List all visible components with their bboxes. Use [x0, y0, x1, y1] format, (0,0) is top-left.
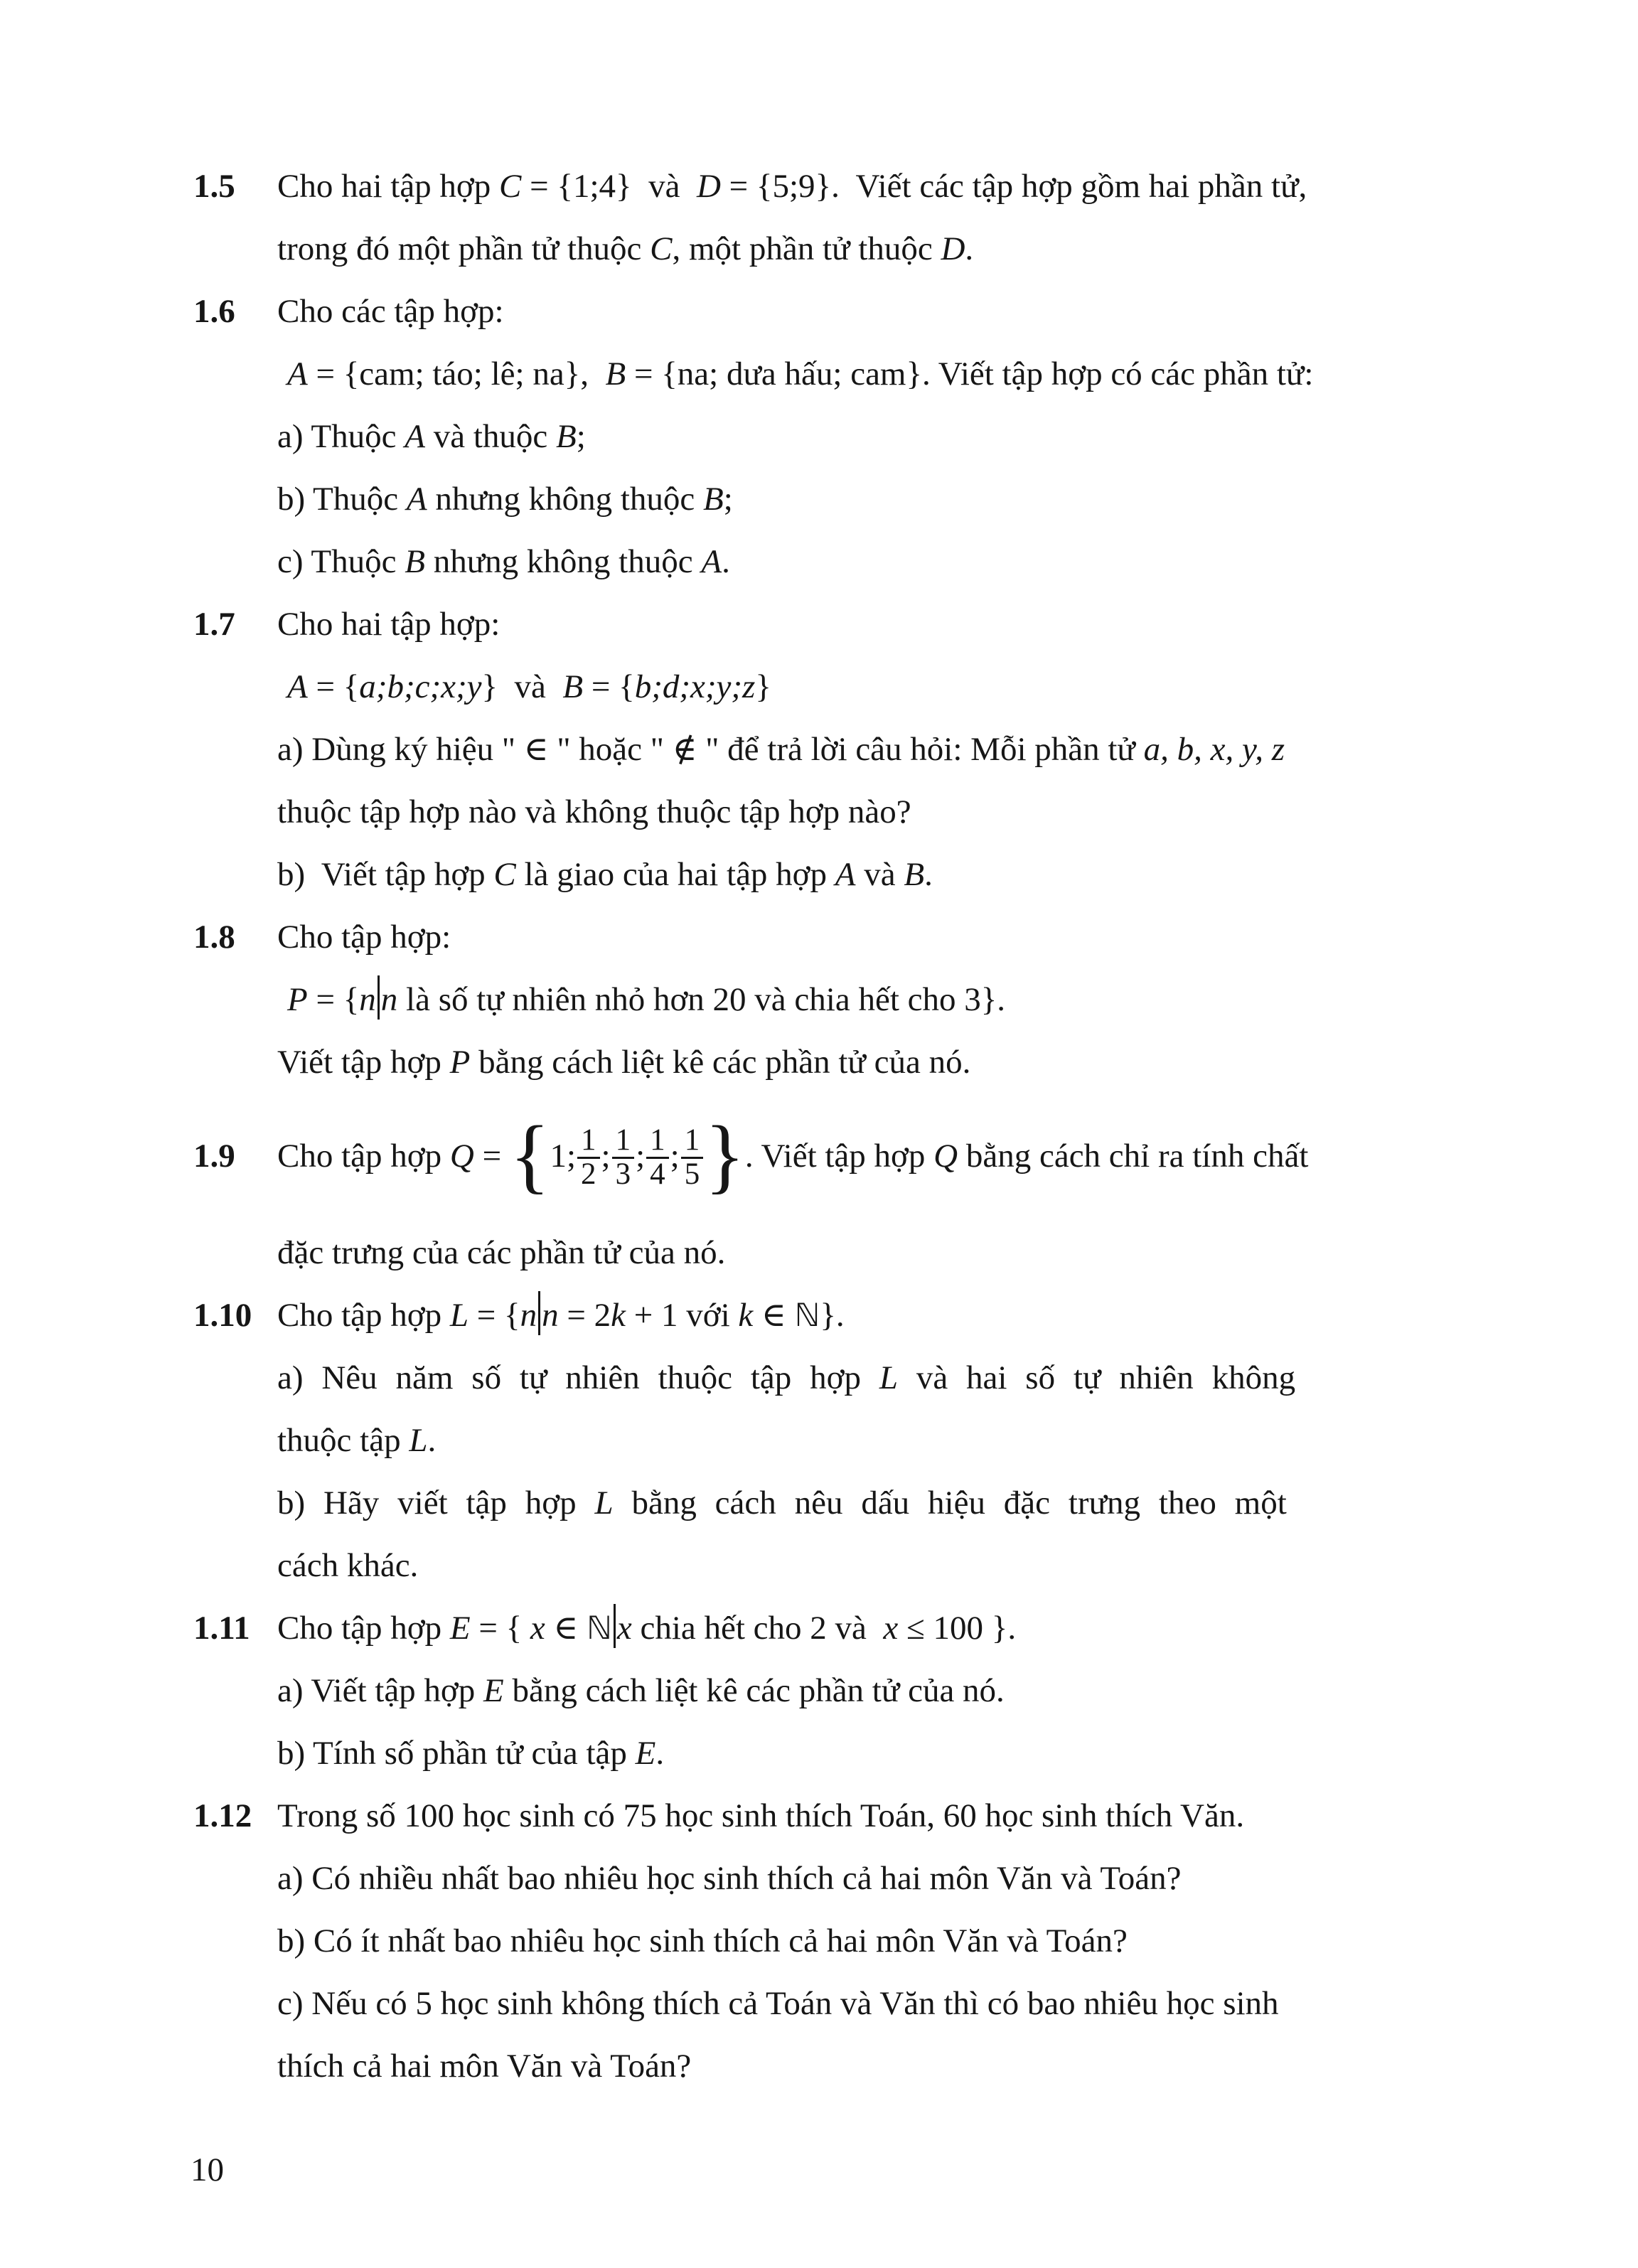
- text-run: thuộc tập hợp nào và không thuộc tập hợp nào?: [277, 793, 911, 830]
- text-run: = {: [307, 981, 360, 1018]
- math-variable: a;b;c;x;y: [359, 668, 482, 705]
- math-variable: k: [738, 1297, 754, 1334]
- fraction: [612, 1125, 635, 1190]
- text-line: [277, 1722, 1480, 1785]
- math-variable: E: [635, 1735, 656, 1772]
- text-run: ∈: [753, 1297, 795, 1334]
- text-run: .: [965, 230, 974, 267]
- text-run: = {: [583, 668, 635, 705]
- math-variable: n: [542, 1297, 559, 1334]
- math-variable: E: [483, 1672, 504, 1710]
- exercise-item: [193, 1284, 1480, 1597]
- text-run: b) Thuộc: [277, 481, 407, 518]
- text-run: , một phần tử thuộc: [672, 230, 941, 267]
- math-variable: x: [530, 1610, 545, 1647]
- math-variable: L: [879, 1359, 898, 1397]
- text-line: [277, 843, 1480, 906]
- fraction-denominator: 2: [577, 1157, 600, 1191]
- math-variable: L: [409, 1422, 428, 1460]
- math-variable: x: [616, 1610, 632, 1647]
- text-line: [277, 1409, 1480, 1472]
- exercise-body: [277, 280, 1480, 593]
- text-run: c) Thuộc: [277, 543, 405, 580]
- math-variable: C: [493, 856, 516, 893]
- text-line: [277, 218, 1480, 280]
- math-variable: P: [449, 1044, 471, 1081]
- text-run: .: [722, 543, 730, 580]
- text-line: [277, 1347, 1480, 1409]
- text-line: [277, 280, 1480, 343]
- exercise-number: 1.6: [193, 293, 235, 330]
- exercise-number: 1.9: [193, 1138, 235, 1175]
- math-variable: L: [449, 1297, 469, 1334]
- math-variable: B: [405, 543, 425, 580]
- math-variable: B: [703, 481, 724, 518]
- text-run: Cho hai tập hợp:: [277, 606, 500, 643]
- exercise-body: [277, 155, 1480, 280]
- text-run: = {: [469, 1297, 520, 1334]
- text-run: nhưng không thuộc: [424, 543, 702, 580]
- text-run: và thuộc: [424, 418, 556, 455]
- text-run: = {na; dưa hấu; cam}. Viết tập hợp có các phần tử:: [626, 355, 1314, 392]
- text-run: Trong số 100 học sinh có 75 học sinh thích Toán, 60 học sinh thích Văn.: [277, 1797, 1245, 1835]
- exercise-item: [193, 155, 1480, 280]
- math-variable: B: [904, 856, 925, 893]
- text-line: [277, 405, 1480, 468]
- text-run: đặc trưng của các phần tử của nó.: [277, 1234, 726, 1272]
- page-number: 10: [191, 2151, 224, 2188]
- text-run: 1;: [550, 1138, 577, 1175]
- text-run: = {1;4} và: [521, 168, 697, 205]
- fraction: [681, 1125, 704, 1190]
- text-run: bằng cách liệt kê các phần tử của nó.: [470, 1044, 971, 1081]
- math-variable: A: [406, 481, 427, 518]
- text-run: b) Hãy viết tập hợp: [277, 1485, 595, 1522]
- exercise-number: 1.10: [193, 1297, 252, 1334]
- math-variable: P: [287, 981, 308, 1018]
- exercise-body: [277, 1284, 1480, 1597]
- fraction-denominator: 5: [681, 1157, 704, 1191]
- text-line: [277, 1910, 1480, 1972]
- text-line: [277, 718, 1480, 781]
- text-run: cách khác.: [277, 1547, 419, 1585]
- text-run: chia hết cho 2 và: [631, 1610, 884, 1647]
- text-run: a) Nêu năm số tự nhiên thuộc tập hợp: [277, 1359, 879, 1397]
- text-run: ;: [723, 481, 733, 518]
- text-run: ∈: [545, 1610, 587, 1647]
- math-variable: b;d;x;y;z: [634, 668, 756, 705]
- text-run: thích cả hai môn Văn và Toán?: [277, 2048, 692, 2085]
- text-line: [277, 1597, 1480, 1659]
- math-variable: Q: [933, 1138, 958, 1175]
- text-run: . Viết tập hợp: [744, 1138, 934, 1175]
- text-run: bằng cách chỉ ra tính chất: [958, 1138, 1309, 1175]
- math-variable: C: [650, 230, 673, 267]
- exercise-item: [193, 593, 1480, 906]
- text-run: bằng cách liệt kê các phần tử của nó.: [503, 1672, 1005, 1710]
- text-run: + 1 với: [625, 1297, 739, 1334]
- text-line: [277, 1031, 1480, 1093]
- text-run: Cho tập hợp: [277, 1138, 450, 1175]
- fraction: [646, 1125, 669, 1190]
- math-variable: x: [883, 1610, 899, 1647]
- text-line: [277, 1847, 1480, 1910]
- text-run: } và: [481, 668, 563, 705]
- exercise-body: [277, 906, 1480, 1093]
- math-variable: A: [405, 418, 425, 455]
- math-variable: D: [696, 168, 721, 205]
- text-run: = {5;9}. Viết các tập hợp gồm hai phần tử,: [720, 168, 1307, 205]
- text-run: là giao của hai tập hợp: [515, 856, 835, 893]
- fraction: [577, 1125, 600, 1190]
- exercise-item: [193, 1093, 1480, 1284]
- math-variable: L: [594, 1485, 614, 1522]
- text-run: =: [473, 1138, 510, 1175]
- text-run: ;: [670, 1138, 680, 1175]
- text-run: .: [655, 1735, 665, 1772]
- fraction-numerator: 1: [581, 1123, 596, 1157]
- text-run: a) Có nhiều nhất bao nhiêu học sinh thích cả hai môn Văn và Toán?: [277, 1860, 1182, 1898]
- set-builder-bar: [538, 1291, 540, 1335]
- text-run: ;: [601, 1138, 611, 1175]
- math-variable: Q: [449, 1138, 474, 1175]
- text-line: [277, 1659, 1480, 1722]
- text-line: [277, 1534, 1480, 1597]
- math-variable: A: [287, 355, 308, 392]
- natural-numbers-symbol: ℕ: [794, 1297, 820, 1334]
- fraction-denominator: 4: [646, 1157, 669, 1191]
- math-variable: A: [287, 668, 308, 705]
- exercise-body: [277, 593, 1480, 906]
- natural-numbers-symbol: ℕ: [587, 1610, 612, 1647]
- text-run: = {: [470, 1610, 530, 1647]
- text-run: và hai số tự nhiên không: [897, 1359, 1296, 1397]
- text-run: }.: [820, 1297, 845, 1334]
- text-run: = {cam; táo; lê; na},: [307, 355, 606, 392]
- big-brace: }: [705, 1108, 745, 1202]
- text-line: [277, 530, 1480, 593]
- math-variable: B: [605, 355, 626, 392]
- exercise-body: [277, 1597, 1480, 1785]
- set-builder-bar: [614, 1604, 616, 1648]
- text-run: b) Viết tập hợp: [277, 856, 494, 893]
- text-run: = 2: [558, 1297, 611, 1334]
- text-run: b) Tính số phần tử của tập: [277, 1735, 636, 1772]
- text-line: [277, 593, 1480, 656]
- text-run: Cho tập hợp:: [277, 919, 451, 956]
- text-run: là số tự nhiên nhỏ hơn 20 và chia hết cho 3}.: [397, 981, 1006, 1018]
- text-run: Viết tập hợp: [277, 1044, 450, 1081]
- exercise-number: 1.5: [193, 168, 235, 205]
- text-run: ;: [576, 418, 586, 455]
- text-line: [277, 1221, 1480, 1284]
- math-variable: A: [701, 543, 722, 580]
- exercise-number: 1.11: [193, 1610, 250, 1647]
- text-run: trong đó một phần tử thuộc: [277, 230, 651, 267]
- text-line: [277, 1093, 1480, 1221]
- text-run: a) Viết tập hợp: [277, 1672, 484, 1710]
- fraction-numerator: 1: [650, 1123, 665, 1157]
- text-run: b) Có ít nhất bao nhiêu học sinh thích cả hai môn Văn và Toán?: [277, 1922, 1128, 1960]
- exercise-body: [277, 1785, 1480, 2097]
- text-line: [277, 2035, 1480, 2097]
- exercise-number: 1.12: [193, 1797, 252, 1835]
- math-variable: D: [941, 230, 965, 267]
- text-line: [277, 1284, 1480, 1347]
- set-builder-bar: [378, 975, 380, 1020]
- exercise-item: [193, 280, 1480, 593]
- text-run: a) Dùng ký hiệu " ∈ " hoặc " ∉ " để trả lời câu hỏi: Mỗi phần tử: [277, 731, 1144, 768]
- text-run: Cho tập hợp: [277, 1610, 450, 1647]
- text-run: và: [855, 856, 904, 893]
- text-run: a) Thuộc: [277, 418, 405, 455]
- exercise-number: 1.8: [193, 919, 235, 956]
- text-run: .: [427, 1422, 437, 1460]
- exercise-item: [193, 1785, 1480, 2097]
- math-variable: B: [555, 418, 577, 455]
- math-variable: C: [499, 168, 522, 205]
- text-run: }: [755, 668, 771, 705]
- text-line: [277, 781, 1480, 843]
- text-line: [277, 468, 1480, 530]
- math-variable: B: [562, 668, 584, 705]
- fraction-numerator: 1: [615, 1123, 631, 1157]
- text-run: Cho tập hợp: [277, 1297, 450, 1334]
- text-line: [277, 1472, 1480, 1534]
- text-run: ≤ 100 }.: [898, 1610, 1017, 1647]
- exercise-item: [193, 906, 1480, 1093]
- text-run: = {: [307, 668, 360, 705]
- text-line: [277, 656, 1480, 718]
- math-variable: E: [449, 1610, 471, 1647]
- text-line: [277, 1785, 1480, 1847]
- text-line: [277, 968, 1480, 1031]
- math-variable: a, b, x, y, z: [1143, 731, 1285, 768]
- big-brace: {: [509, 1108, 550, 1202]
- exercise-number: 1.7: [193, 606, 235, 643]
- math-variable: n: [520, 1297, 537, 1334]
- text-line: [277, 343, 1480, 405]
- math-variable: n: [359, 981, 376, 1018]
- fraction-denominator: 3: [612, 1157, 635, 1191]
- text-run: Cho hai tập hợp: [277, 168, 500, 205]
- text-run: bằng cách nêu dấu hiệu đặc trưng theo một: [613, 1485, 1287, 1522]
- text-run: Cho các tập hợp:: [277, 293, 504, 330]
- text-run: c) Nếu có 5 học sinh không thích cả Toán và Văn thì có bao nhiêu học sinh: [277, 1985, 1279, 2023]
- text-run: ;: [636, 1138, 646, 1175]
- exercise-item: [193, 1597, 1480, 1785]
- text-line: [277, 906, 1480, 968]
- math-variable: n: [380, 981, 398, 1018]
- math-variable: k: [611, 1297, 626, 1334]
- exercise-list: [193, 155, 1480, 2097]
- text-run: .: [924, 856, 933, 893]
- math-variable: A: [835, 856, 856, 893]
- text-run: nhưng không thuộc: [427, 481, 703, 518]
- text-run: thuộc tập: [277, 1422, 410, 1460]
- text-line: [277, 1972, 1480, 2035]
- exercise-body: [277, 1093, 1480, 1284]
- fraction-numerator: 1: [684, 1123, 700, 1157]
- text-line: [277, 155, 1480, 218]
